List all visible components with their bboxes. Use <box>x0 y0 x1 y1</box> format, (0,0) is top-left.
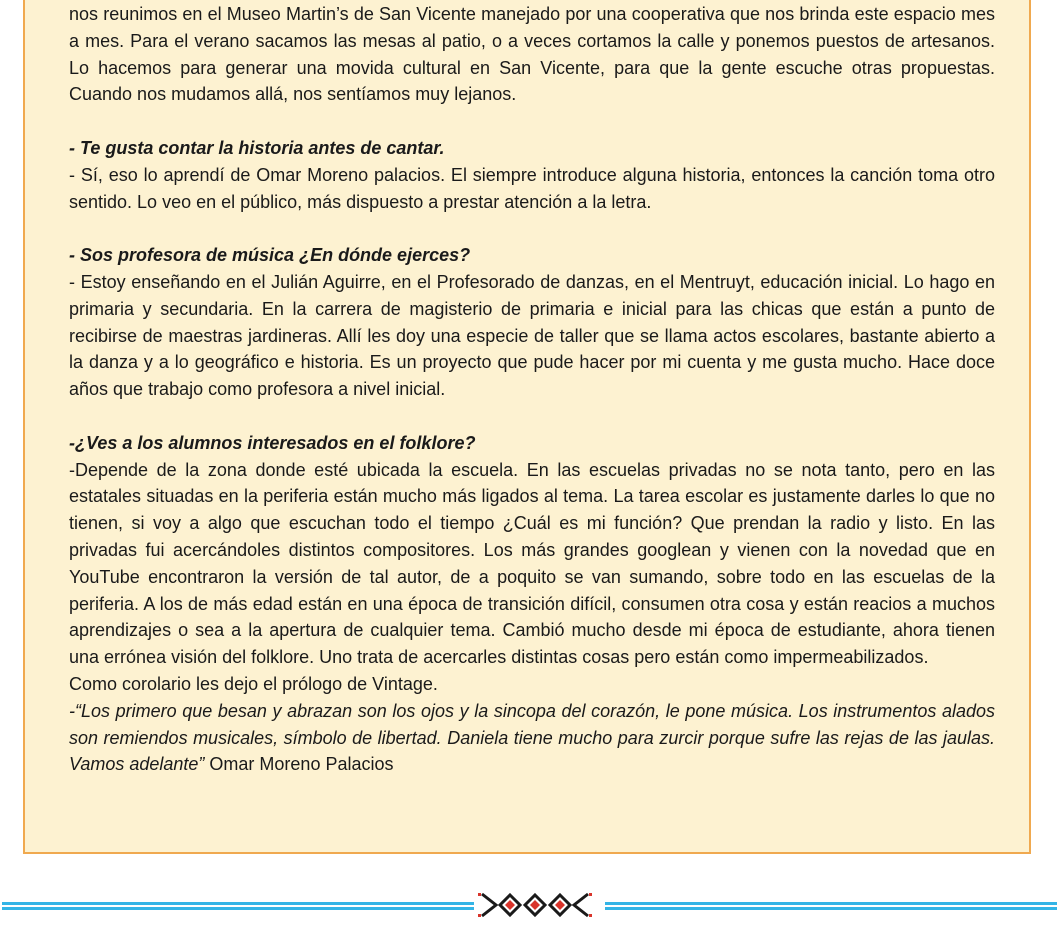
answer-2: - Estoy enseñando en el Julián Aguirre, en el Profesorado de danzas, en el Mentruyt, educación inicial. Lo hago en primaria y secundaria. En la carrera de magisterio de primaria e inicial para las chicas que están a punto de recibirse de maestras jardineras. Allí les doy una especie de taller que se llama actos escolares, bastante abierto a la danza y a lo geográfico e historia. Es un proyecto que pude hacer por mi cuenta y me gusta mucho. Hace doce años que trabajo como profesora a nivel inicial. <box>69 271 995 400</box>
quote-author: Omar Moreno Palacios <box>204 754 394 775</box>
question-3: -¿Ves a los alumnos interesados en el folklore? <box>69 432 476 453</box>
footer-rule-left <box>2 907 474 910</box>
answer-1: - Sí, eso lo aprendí de Omar Moreno palacios. El siempre introduce alguna historia, entonces la canción toma otro sentido. Lo veo en el público, más dispuesto a prestar atención a la letra. <box>69 164 995 212</box>
closing-line: Como corolario les dejo el prólogo de Vintage. <box>69 673 438 694</box>
article-content <box>69 1 995 778</box>
prologue-quote <box>69 698 995 778</box>
footer-rule-right <box>605 907 1057 910</box>
andean-diamond-ornament-icon <box>478 892 592 918</box>
article-box <box>23 0 1031 854</box>
question-1: - Te gusta contar la historia antes de cantar. <box>69 137 445 158</box>
paragraph-intro: nos reunimos en el Museo Martin’s de San Vicente manejado por una cooperativa que nos brinda este espacio mes a mes. Para el verano sacamos las mesas al patio, o a veces cortamos la calle y ponemos puestos de artesanos. Lo hacemos para generar una movida cultural en San Vicente, para que la gente escuche otras propuestas. Cuando nos mudamos allá, nos sentíamos muy lejanos. <box>69 4 995 105</box>
quote-text: -“Los primero que besan y abrazan son los ojos y la sincopa del corazón, le pone música. Los instrumentos alados son remiendos musicales, símbolo de libertad. Daniela tiene mucho para zurcir porque sufre las rejas de las jaulas. Vamos adelante” <box>69 700 995 775</box>
question-2: - Sos profesora de música ¿En dónde ejerces? <box>69 245 471 266</box>
answer-3: -Depende de la zona donde esté ubicada la escuela. En las escuelas privadas no se nota tanto, pero en las estatales situadas en la periferia están mucho más ligados al tema. La tarea escolar es justamente darles lo que no tienen, si voy a algo que escuchan todo el tiempo ¿Cuál es mi función? Que prendan la radio y listo. En las privadas fui acercándoles distintos compositores. Los más grandes googlean y vienen con la novedad que en YouTube encontraron la versión de tal autor, de a poquito se van sumando, sobre todo en las escuelas de la periferia. A los de más edad están en una época de transición difícil, consumen otra cosa y están reacios a muchos aprendizajes o sea a la apertura de cualquier tema. Cambió mucho desde mi época de estudiante, ahora tienen una errónea visión del folklore. Uno trata de acercarles distintas cosas pero están como impermeabilizados. <box>69 459 995 668</box>
